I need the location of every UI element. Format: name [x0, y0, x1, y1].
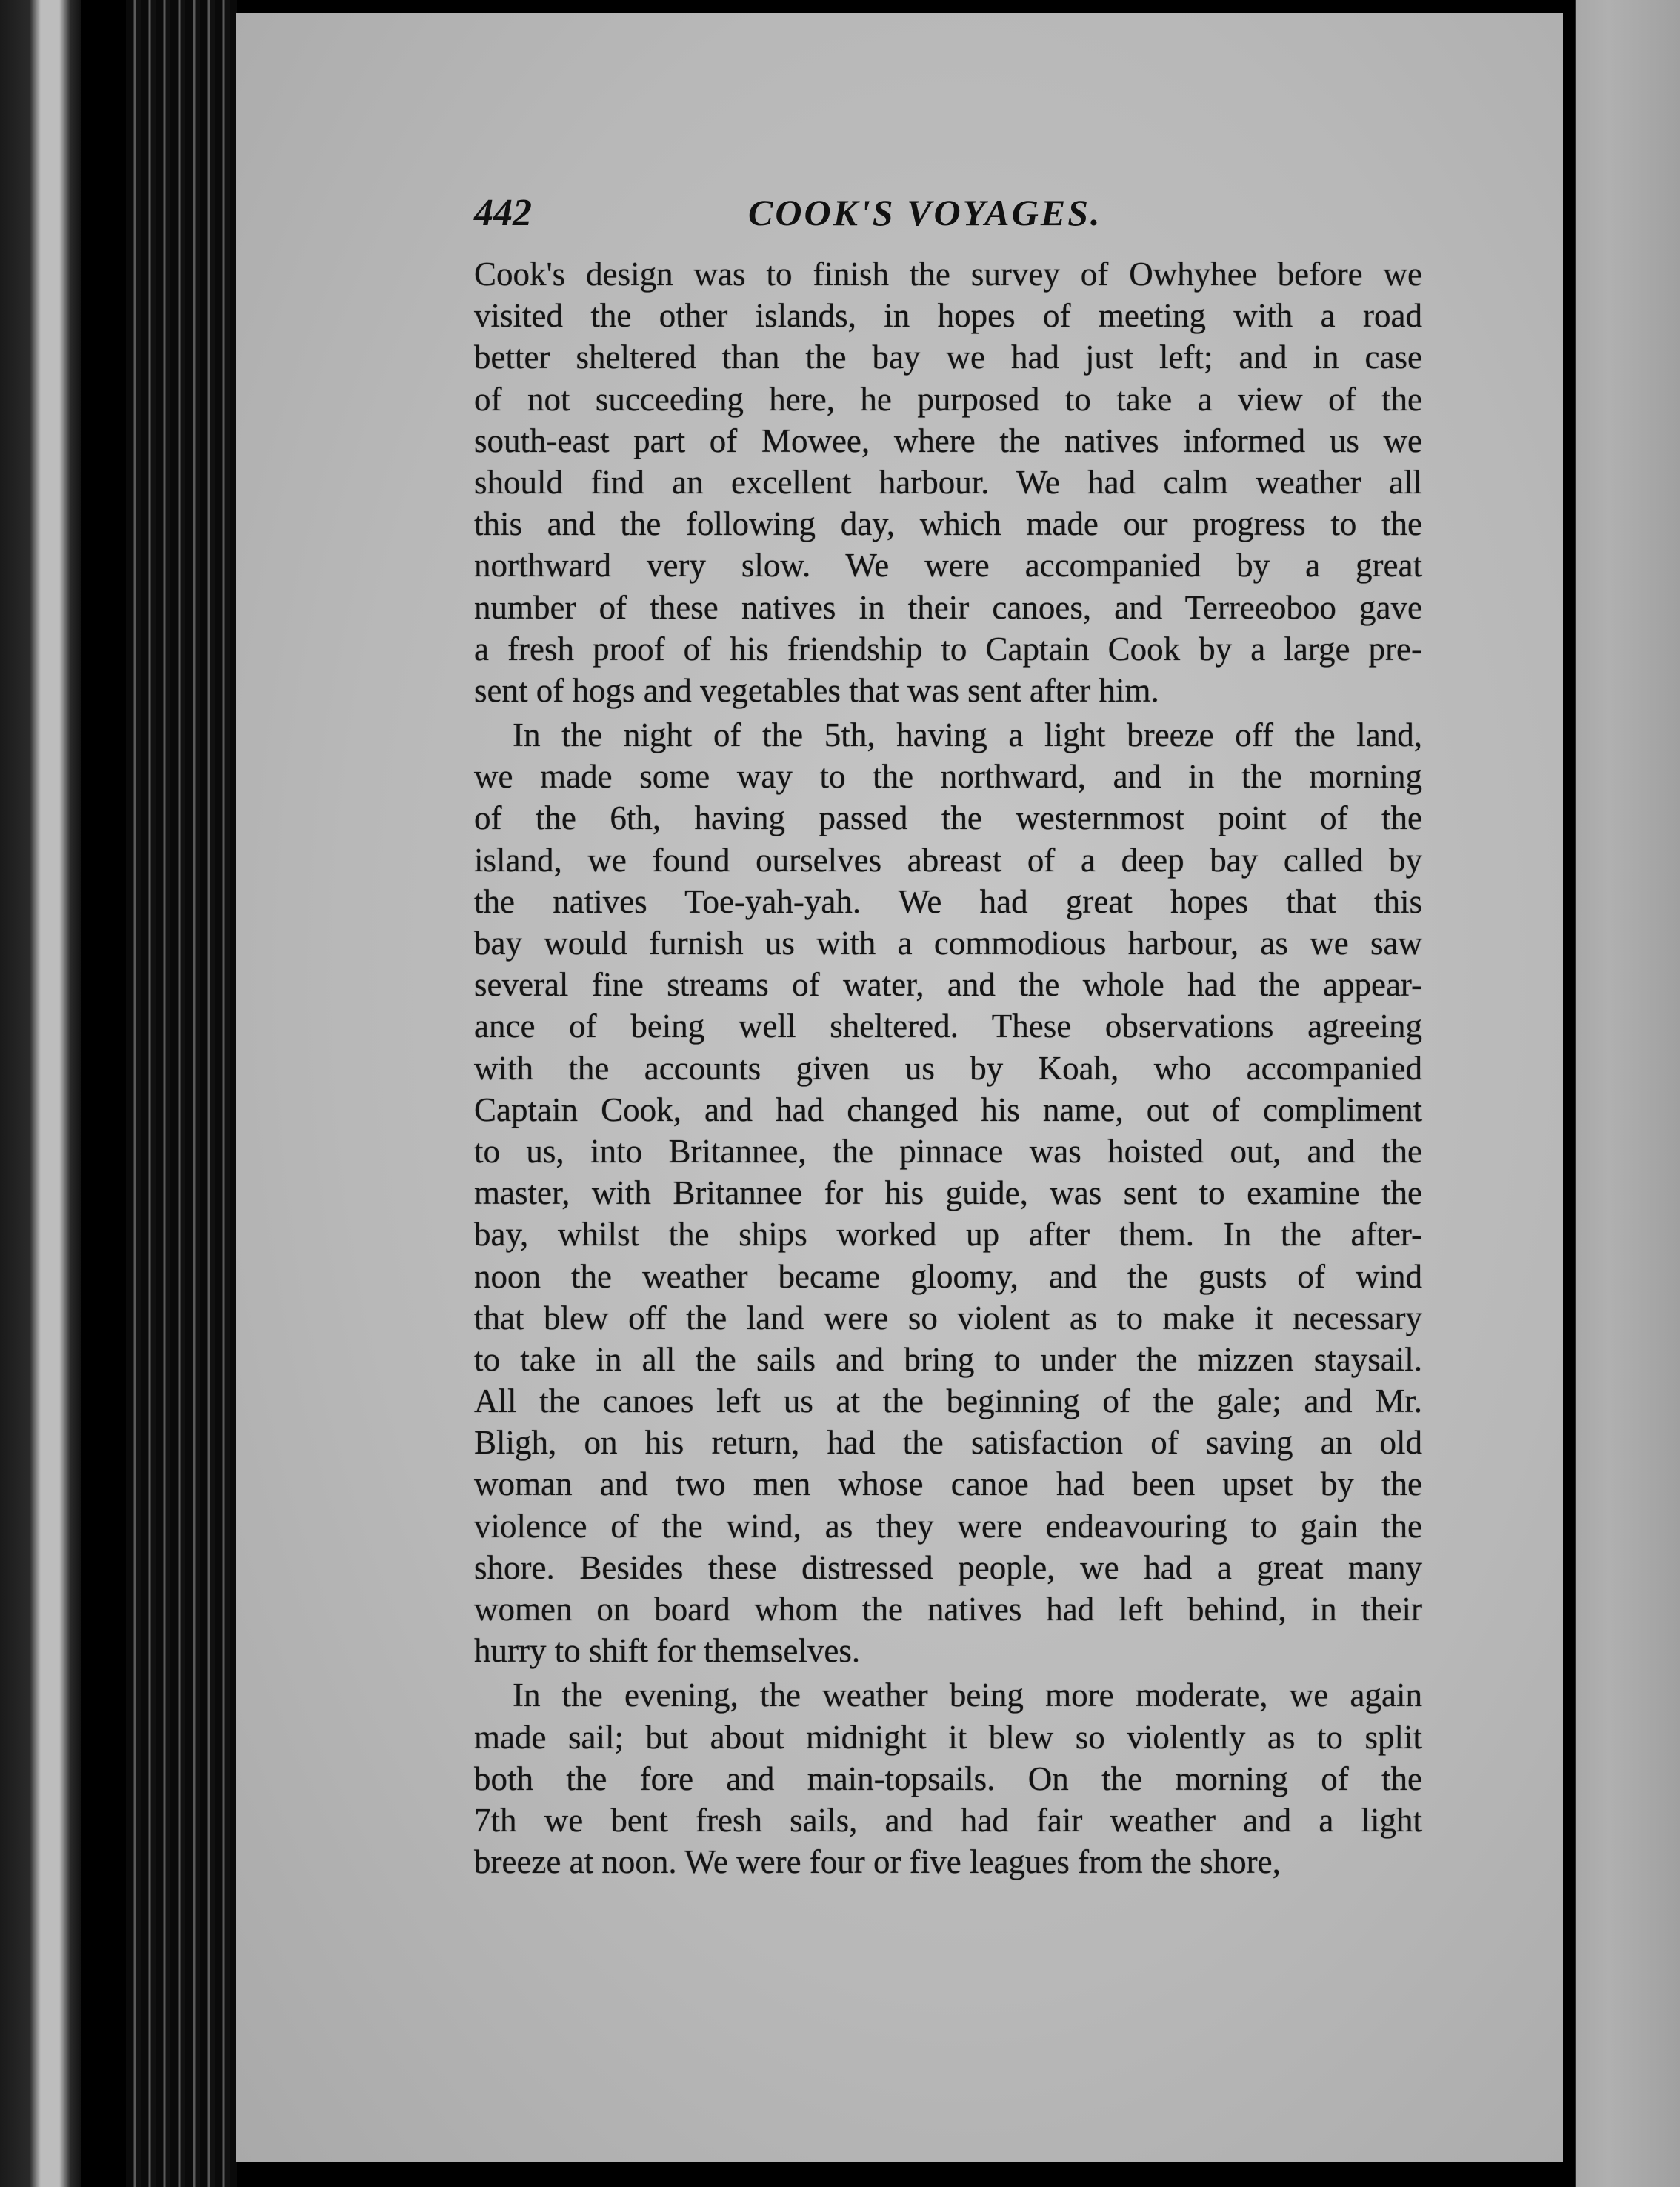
text-line: of the 6th, having passed the westernmost point of the — [474, 799, 1422, 837]
text-line: to take in all the sails and bring to under the mizzen staysail. — [474, 1340, 1422, 1378]
text-line: northward very slow. We were accompanied by a great — [474, 547, 1422, 585]
text-line: island, we found ourselves abreast of a deep bay called by — [474, 841, 1422, 879]
text-line: of not succeeding here, he purposed to take a view of the — [474, 380, 1422, 418]
running-title: COOK'S VOYAGES. — [748, 192, 1102, 233]
text-line: noon the weather became gloomy, and the gusts of wind — [474, 1257, 1422, 1295]
text-line: to us, into Britannee, the pinnace was hoisted out, and the — [474, 1132, 1422, 1170]
text-line: ance of being well sheltered. These observations agreeing — [474, 1008, 1422, 1045]
text-line: made sail; but about midnight it blew so violently as to split — [474, 1718, 1422, 1756]
body-text — [474, 253, 1422, 1883]
page-edge-stack — [126, 0, 237, 2187]
left-margin-strip — [0, 0, 81, 2187]
text-line: a fresh proof of his friendship to Captain Cook by a large pre- — [474, 630, 1422, 668]
text-line: sent of hogs and vegetables that was sent after him. — [474, 671, 1159, 709]
paragraph — [474, 253, 1422, 711]
text-line: Bligh, on his return, had the satisfaction of saving an old — [474, 1424, 1422, 1462]
text-line: master, with Britannee for his guide, was sent to examine the — [474, 1174, 1422, 1212]
text-line: bay, whilst the ships worked up after them. In the after- — [474, 1216, 1422, 1254]
text-line: breeze at noon. We were four or five leagues from the shore, — [474, 1843, 1281, 1881]
text-line: All the canoes left us at the beginning of the gale; and Mr. — [474, 1382, 1422, 1420]
paragraph — [474, 714, 1422, 1671]
text-line: the natives Toe-yah-yah. We had great hopes that this — [474, 882, 1422, 920]
text-line: In the evening, the weather being more moderate, we again — [513, 1677, 1422, 1714]
text-line: visited the other islands, in hopes of meeting with a road — [474, 297, 1422, 335]
text-line: violence of the wind, as they were endeavouring to gain the — [474, 1507, 1422, 1545]
text-line: shore. Besides these distressed people, we had a great many — [474, 1548, 1422, 1586]
page-header — [474, 191, 1393, 250]
text-line: several fine streams of water, and the whole had the appear- — [474, 966, 1422, 1004]
text-line: woman and two men whose canoe had been upset by the — [474, 1465, 1422, 1503]
text-line: bay would furnish us with a commodious harbour, as we saw — [474, 925, 1422, 962]
text-line: better sheltered than the bay we had just left; and in case — [474, 339, 1422, 376]
text-line: number of these natives in their canoes, and Terreeoboo gave — [474, 588, 1422, 626]
facing-page-edge — [1564, 0, 1680, 2187]
text-line: hurry to shift for themselves. — [474, 1632, 861, 1670]
text-line: with the accounts given us by Koah, who accompanied — [474, 1049, 1422, 1087]
text-line: that blew off the land were so violent as to make it necessary — [474, 1299, 1422, 1336]
text-line: should find an excellent harbour. We had calm weather all — [474, 463, 1422, 501]
text-line: Cook's design was to finish the survey of Owhyhee before we — [474, 256, 1422, 293]
text-line: this and the following day, which made our progress to the — [474, 505, 1422, 543]
page-number: 442 — [474, 192, 532, 234]
paragraph — [474, 1674, 1422, 1883]
text-line: both the fore and main-topsails. On the morning of the — [474, 1760, 1422, 1797]
text-line: Captain Cook, and had changed his name, out of compliment — [474, 1091, 1422, 1128]
text-line: south-east part of Mowee, where the natives informed us we — [474, 422, 1422, 459]
text-line: In the night of the 5th, having a light breeze off the land, — [513, 716, 1422, 754]
text-line: we made some way to the northward, and in the morning — [474, 758, 1422, 796]
text-line: women on board whom the natives had left behind, in their — [474, 1591, 1422, 1628]
text-line: 7th we bent fresh sails, and had fair weather and a light — [474, 1801, 1422, 1839]
